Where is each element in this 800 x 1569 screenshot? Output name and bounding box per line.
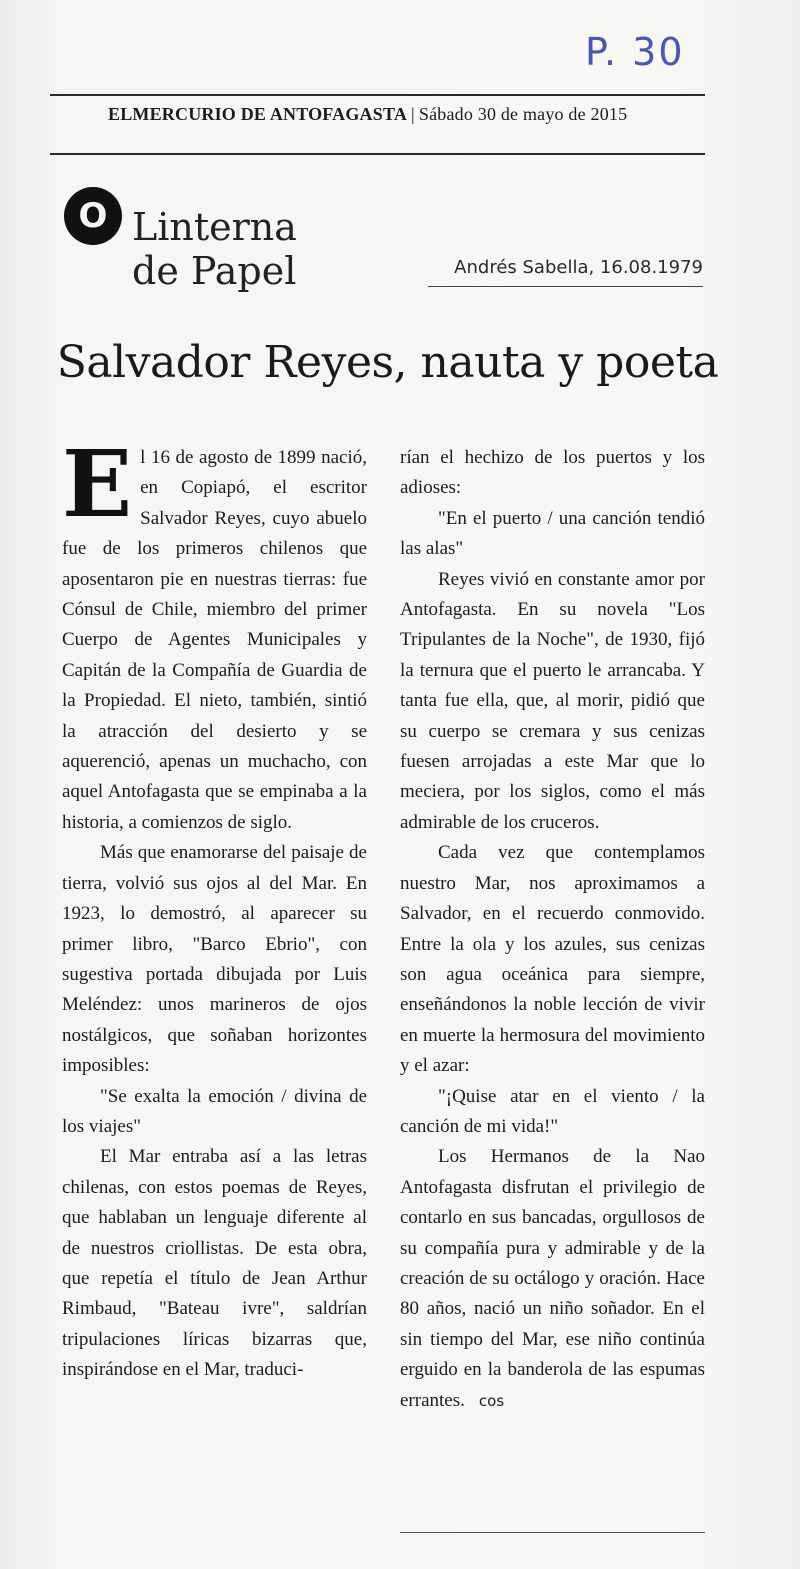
article-paragraph: El Mar entraba así a las letras chilenas, con estos poemas de Reyes, que hablaban un lenguaje diferente al de nuestros criollistas. De esta obra, que repetía el título de Jean Arthur Rimbaud, "Bateau ivre", saldrían tripulaciones líricas bizarras que, inspirándose en el Mar, traduci- (62, 1146, 367, 1381)
article-quote: "En el puerto / una canción tendió las alas" (400, 507, 705, 560)
article-paragraph: El 16 de agosto de 1899 nació, en Copiapó, el escritor Salvador Reyes, cuyo abuelo fue de los primeros chilenos que aposentaron pie en nuestras tierras: fue Cónsul de Chile, miembro del primer Cuerpo de Agentes Municipales y Capitán de la Compañía de Guardia de la Propiedad. El nieto, también, sintió la atracción del desierto y se aquerenció, apenas un muchacho, con aquel Antofagasta que se empinaba a la historia, a comienzos de siglo. (62, 430, 367, 833)
byline-rule (428, 286, 703, 287)
article-column-right (400, 443, 705, 1416)
article-paragraph: Más que enamorarse del paisaje de tierra, volvió sus ojos al del Mar. En 1923, lo demostró, al aparecer su primer libro, "Barco Ebrio", con sugestiva portada dibujada por Luis Meléndez: unos marineros de ojos nostálgicos, que soñaban horizontes imposibles: (62, 842, 367, 1077)
byline: Andrés Sabella, 16.08.1979 (454, 257, 703, 278)
drop-cap: E (62, 430, 133, 538)
section-title (132, 205, 297, 293)
article-end-rule (400, 1532, 705, 1533)
newspaper-name: ELMERCURIO DE ANTOFAGASTA (108, 104, 408, 124)
article-paragraph: Los Hermanos de la Nao Antofagasta disfrutan el privilegio de contarlo en sus bancadas, orgullosos de su compañía pura y admirable y de la creación de su octálogo y oración. Hace 80 años, nació un niño soñador. En el sin tiempo del Mar, ese niño continúa erguido en la banderola de las espumas errantes. cos (400, 1146, 705, 1411)
masthead (108, 104, 708, 125)
end-mark: cos (478, 1391, 505, 1410)
section-title-line2: de Papel (132, 249, 297, 293)
article-paragraph: Reyes vivió en constante amor por Antofagasta. En su novela "Los Tripulantes de la Noche", de 1930, fijó la ternura que el puerto le arrancaba. Y tanta fue ella, que, al morir, pidió que su cuerpo se cremara y sus cenizas fuesen arrojadas a este Mar que lo meciera, por los siglos, como el más admirable de los cruceros. (400, 568, 705, 833)
publication-date: Sábado 30 de mayo de 2015 (418, 104, 628, 124)
masthead-top-rule (50, 94, 705, 96)
article-headline: Salvador Reyes, nauta y poeta (56, 337, 719, 388)
article-paragraph: Cada vez que contemplamos nuestro Mar, nos aproximamos a Salvador, en el recuerdo conmovido. Entre la ola y los azules, sus cenizas son agua oceánica para siempre, enseñándonos la noble lección de vivir en muerte la hermosura del movimiento y el azar: (400, 842, 705, 1077)
article-column-left (62, 430, 367, 1386)
article-quote: "¡Quise atar en el viento / la canción de mi vida!" (400, 1085, 705, 1137)
masthead-separator: | (411, 104, 415, 124)
masthead-bottom-rule (50, 153, 705, 155)
section-title-line1: Linterna (132, 205, 297, 249)
article-quote: "Se exalta la emoción / divina de los viajes" (62, 1085, 367, 1137)
article-paragraph: rían el hechizo de los puertos y los adioses: (400, 447, 705, 499)
section-badge-icon: O (64, 187, 122, 245)
handwritten-page-note: P. 30 (585, 30, 685, 74)
